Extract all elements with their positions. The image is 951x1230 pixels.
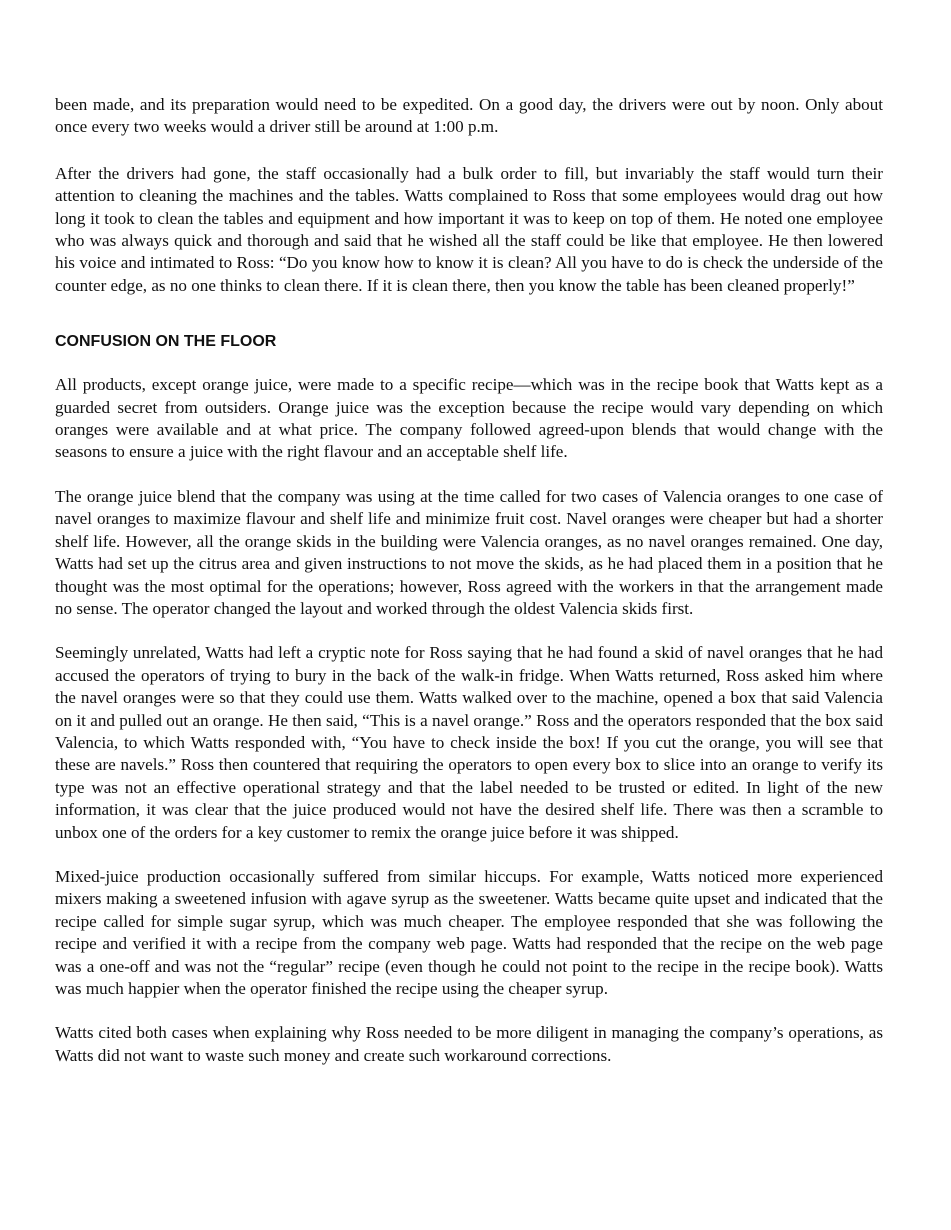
paragraph-orange-blend: The orange juice blend that the company was using at the time called for two cases of Valencia oranges to one case of navel oranges to maximize flavour and shelf life and minimize fruit cost. Navel oranges were cheaper but had a shorter shelf life. However, all the orange skids in the building were Valencia oranges, as no navel oranges remained. One day, Watts had set up the citrus area and given instructions to not move the skids, as he had placed them in a position that he thought was the most optimal for the operations; however, Ross agreed with the workers in that the arrangement made no sense. The operator changed the layout and worked through the oldest Valencia skids first.	[55, 486, 883, 618]
section-heading: CONFUSION ON THE FLOOR	[55, 333, 277, 351]
paragraph-mixed-juice: Mixed-juice production occasionally suffered from similar hiccups. For example, Watts noticed more experienced mixers making a sweetened infusion with agave syrup as the sweetener. Watts became quite upset and indicated that the recipe called for simple sugar syrup, which was much cheaper. The employee responded that she was following the recipe and verified it with a recipe from the company web page. Watts had responded that the recipe on the web page was a one-off and was not the “regular” recipe (even though he could not point to the recipe in the recipe book). Watts was much happier when the operator finished the recipe using the cheaper syrup.	[55, 866, 883, 998]
paragraph-conclusion: Watts cited both cases when explaining why Ross needed to be more diligent in managing the company’s operations, as Watts did not want to waste such money and create such workaround corrections.	[55, 1023, 883, 1065]
paragraph-drivers-timing: been made, and its preparation would need to be expedited. On a good day, the drivers were out by noon. Only about once every two weeks would a driver still be around at 1:00 p.m.	[55, 95, 883, 137]
paragraph-recipes: All products, except orange juice, were made to a specific recipe—which was in the recipe book that Watts kept as a guarded secret from outsiders. Orange juice was the exception because the recipe would vary depending on which oranges were available and at what price. The company followed agreed-upon blends that would change with the seasons to ensure a juice with the right flavour and an acceptable shelf life.	[55, 375, 883, 462]
paragraph-cleaning: After the drivers had gone, the staff occasionally had a bulk order to fill, but invariably the staff would turn their attention to cleaning the machines and the tables. Watts complained to Ross that some employees would drag out how long it took to clean the tables and equipment and how important it was to keep on top of them. He noted one employee who was always quick and thorough and said that he wished all the staff could be like that employee. He then lowered his voice and intimated to Ross: “Do you know how to know it is clean? All you have to do is check the underside of the counter edge, as no one thinks to clean there. If it is clean there, then you know the table has been cleaned properly!”	[55, 163, 883, 295]
paragraph-navel-confusion: Seemingly unrelated, Watts had left a cryptic note for Ross saying that he had found a skid of navel oranges that he had accused the operators of trying to bury in the back of the walk-in fridge. When Watts returned, Ross asked him where the navel oranges were so that they could use them. Watts walked over to the machine, opened a box that said Valencia on it and pulled out an orange. He then said, “This is a navel orange.” Ross and the operators responded that the box said Valencia, to which Watts responded with, “You have to check inside the box! If you cut the orange, you will see that these are navels.” Ross then countered that requiring the operators to open every box to slice into an orange to verify its type was not an effective operational strategy and that the label needed to be trusted or edited. In light of the new information, it was clear that the juice produced would not have the desired shelf life. There was then a scramble to unbox one of the orders for a key customer to remix the orange juice before it was shipped.	[55, 643, 883, 842]
